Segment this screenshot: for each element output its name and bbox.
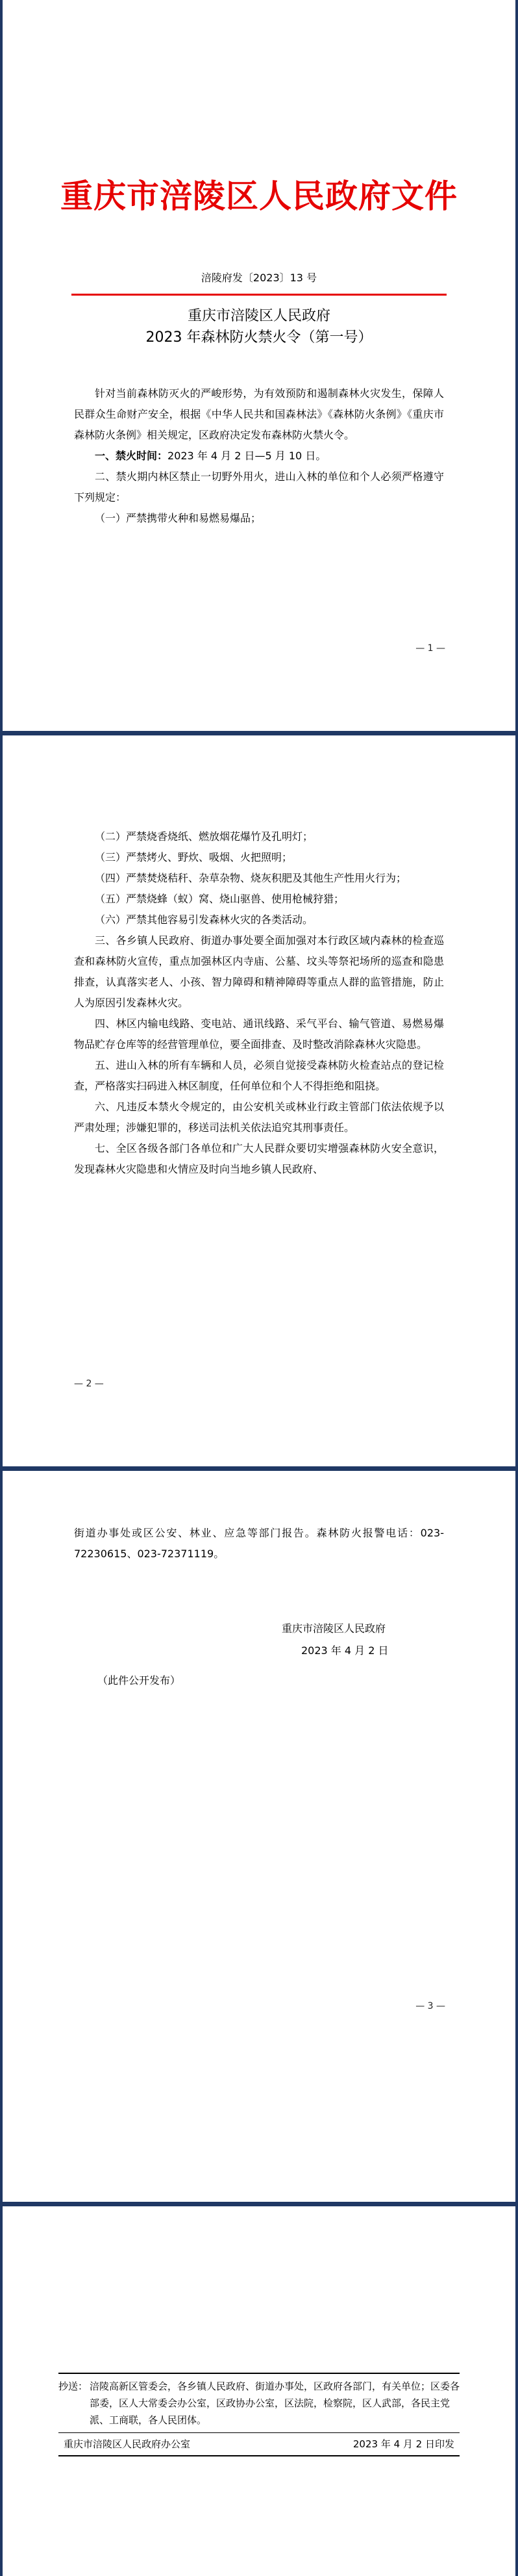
sub-item-5: （五）严禁烧蜂（蚁）窝、烧山驱兽、使用枪械狩猎；	[95, 893, 345, 905]
signature-date: 2023 年 4 月 2 日	[301, 1644, 389, 1657]
cc-label: 抄送：	[58, 2380, 88, 2392]
signature-org: 重庆市涪陵区人民政府	[282, 1622, 386, 1635]
item-3-paragraph: 三、各乡镇人民政府、街道办事处要全面加强对本行政区域内森林的检查巡查和森林防火宣传，重点加强林区内寺庙、公墓、坟头等祭祀场所的巡查和隐患排查，认真落实老人、小孩、智力障碍和精神障碍等重点人群的监管措施，防止人为原因引发森林火灾。	[74, 934, 444, 1009]
document-title	[3, 305, 515, 348]
item-6-paragraph: 六、凡违反本禁火令规定的，由公安机关或林业行政主管部门依法依规予以严肃处理；涉嫌犯罪的，移送司法机关依法追究其刑事责任。	[74, 1101, 444, 1134]
item-7-paragraph-end: 街道办事处或区公安、林业、应急等部门报告。森林防火报警电话：023-72230615、023-72371119。	[74, 1527, 444, 1560]
item-1-label: 一、禁火时间：	[95, 450, 168, 462]
sub-item-4: （四）严禁焚烧秸秆、杂草杂物、烧灰积肥及其他生产性用火行为；	[95, 872, 407, 884]
title-line-1: 重庆市涪陵区人民政府	[187, 308, 330, 324]
document-number: 涪陵府发〔2023〕13 号	[201, 272, 317, 284]
item-2-paragraph: 二、禁火期内林区禁止一切野外用火，进山入林的单位和个人必须严格遵守下列规定：	[74, 470, 444, 504]
document-page-1	[3, 0, 515, 731]
body-section-page-3	[74, 1523, 444, 1564]
body-section-page-1	[74, 383, 444, 529]
item-4-paragraph: 四、林区内输电线路、变电站、通讯线路、采气平台、输气管道、易燃易爆物品贮存仓库等的经营管理单位，要全面排查、及时整改消除森林火灾隐患。	[74, 1017, 444, 1051]
sub-item-2: （二）严禁烧香烧纸、燃放烟花爆竹及孔明灯；	[95, 830, 314, 843]
document-header-title: 重庆市涪陵区人民政府文件	[60, 177, 458, 215]
cc-recipients: 涪陵高新区管委会，各乡镇人民政府、街道办事处，区政府各部门，有关单位；区委各部委，区人大常委会办公室，区政协办公室，区法院，检察院，区人武部，各民主党派、工商联，各人民团体。	[90, 2380, 460, 2426]
sub-item-6: （六）严禁其他容易引发森林火灾的各类活动。	[95, 913, 314, 926]
page-number-1: — 1 —	[415, 643, 445, 654]
body-section-page-2	[74, 826, 444, 1180]
publication-note: （此件公开发布）	[97, 1674, 181, 1687]
document-page-2	[3, 735, 515, 1466]
print-info	[58, 2433, 460, 2455]
cc-section	[58, 2374, 460, 2432]
item-5-paragraph: 五、进山入林的所有车辆和人员，必须自觉接受森林防火检查站点的登记检查，严格落实扫码进入林区制度，任何单位和个人不得拒绝和阻挠。	[74, 1059, 444, 1092]
item-7-paragraph-start: 七、全区各级各部门各单位和广大人民群众要切实增强森林防火安全意识，发现森林火灾隐患和火情应及时向当地乡镇人民政府、	[74, 1142, 444, 1175]
sub-item-3: （三）严禁烤火、野炊、吸烟、火把照明；	[95, 851, 293, 863]
item-1-paragraph	[74, 446, 444, 466]
sub-item-1: （一）严禁携带火种和易燃易爆品；	[95, 512, 262, 524]
red-divider	[71, 294, 447, 296]
print-date: 2023 年 4 月 2 日印发	[352, 2438, 454, 2450]
document-page-3	[3, 1471, 515, 2202]
intro-paragraph: 针对当前森林防灭火的严峻形势，为有效预防和遏制森林火灾发生，保障人民群众生命财产安全，根据《中华人民共和国森林法》《森林防火条例》《重庆市森林防火条例》相关规定，区政府决定发布森林防火禁火令。	[74, 387, 444, 441]
title-line-2: 2023 年森林防火禁火令（第一号）	[145, 329, 373, 346]
footer-bottom-rule	[58, 2455, 460, 2456]
page-number-3: — 3 —	[415, 2001, 445, 2011]
page-number-2: — 2 —	[74, 1379, 104, 1389]
distribution-footer	[58, 2373, 460, 2456]
issuing-office: 重庆市涪陵区人民政府办公室	[64, 2438, 191, 2450]
item-1-text: 2023 年 4 月 2 日—5 月 10 日。	[167, 450, 327, 462]
